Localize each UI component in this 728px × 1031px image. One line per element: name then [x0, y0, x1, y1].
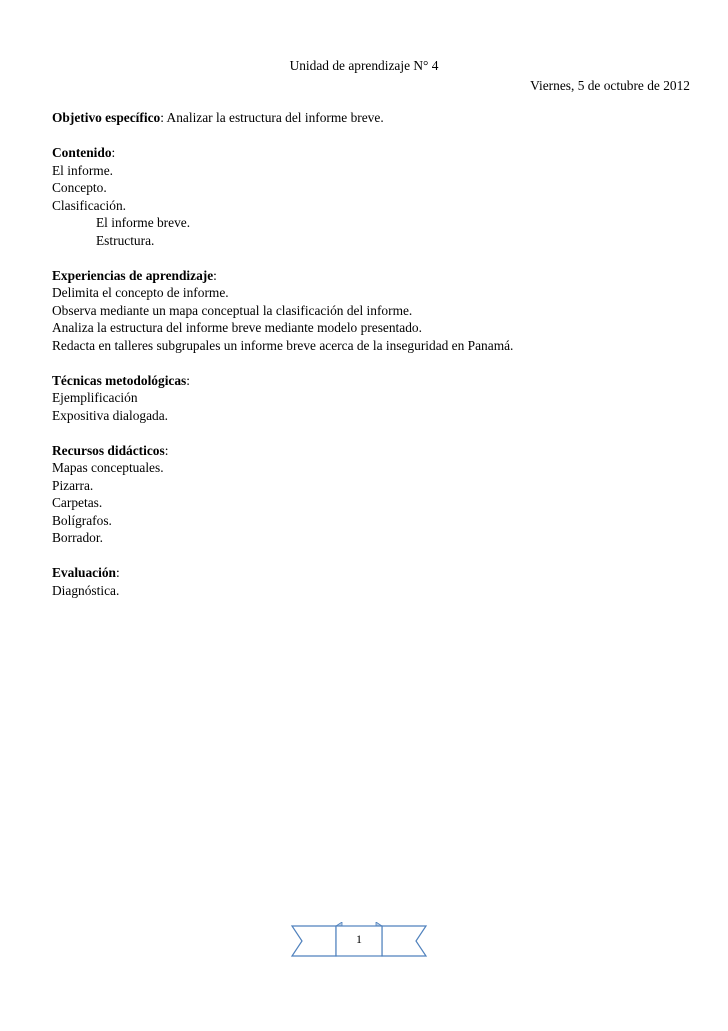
- experience-item: Analiza la estructura del informe breve mediante modelo presentado.: [52, 320, 422, 335]
- page-number: 1: [356, 932, 362, 946]
- content-label: Contenido: [52, 145, 112, 160]
- resource-item: Carpetas.: [52, 495, 103, 510]
- technique-item: Expositiva dialogada.: [52, 407, 169, 423]
- content-item: Clasificación.: [52, 197, 126, 213]
- objective-text: : Analizar la estructura del informe breve.: [160, 110, 384, 125]
- techniques-label: Técnicas metodológicas: [52, 372, 187, 388]
- resource-item: Mapas conceptuales.: [52, 460, 164, 475]
- evaluation-item: Diagnóstica.: [52, 582, 120, 598]
- resources-label: Recursos didácticos: [52, 442, 165, 458]
- technique-item: Ejemplificación: [52, 390, 138, 405]
- content-heading: Contenido:: [52, 145, 116, 160]
- experience-item: Delimita el concepto de informe.: [52, 285, 229, 300]
- resource-item: Borrador.: [52, 530, 103, 545]
- content-subitem: El informe breve.: [96, 215, 191, 230]
- document-title: Unidad de aprendizaje N° 4: [289, 58, 439, 73]
- resource-item: Bolígrafos.: [52, 512, 112, 528]
- experience-item: Observa mediante un mapa conceptual la clasificación del informe.: [52, 302, 413, 318]
- experiences-label: Experiencias de aprendizaje: [52, 267, 214, 283]
- experience-item: Redacta en talleres subgrupales un informe breve acerca de la inseguridad en Panamá.: [52, 337, 514, 353]
- objective-line: [52, 109, 692, 127]
- evaluation-label: Evaluación: [52, 565, 116, 580]
- resources-heading: Recursos didácticos:: [52, 442, 169, 458]
- experiences-heading: Experiencias de aprendizaje:: [52, 267, 217, 283]
- techniques-heading: Técnicas metodológicas:: [52, 372, 190, 388]
- objective-label: Objetivo específico: [52, 110, 161, 125]
- content-subitem: Estructura.: [96, 232, 155, 248]
- content-item: Concepto.: [52, 180, 107, 195]
- page-number-footer: [290, 922, 428, 958]
- document-body: [52, 109, 692, 599]
- resource-item: Pizarra.: [52, 477, 94, 493]
- document-date: Viernes, 5 de octubre de 2012: [530, 78, 690, 93]
- evaluation-heading: Evaluación:: [52, 565, 120, 580]
- content-item: El informe.: [52, 162, 113, 178]
